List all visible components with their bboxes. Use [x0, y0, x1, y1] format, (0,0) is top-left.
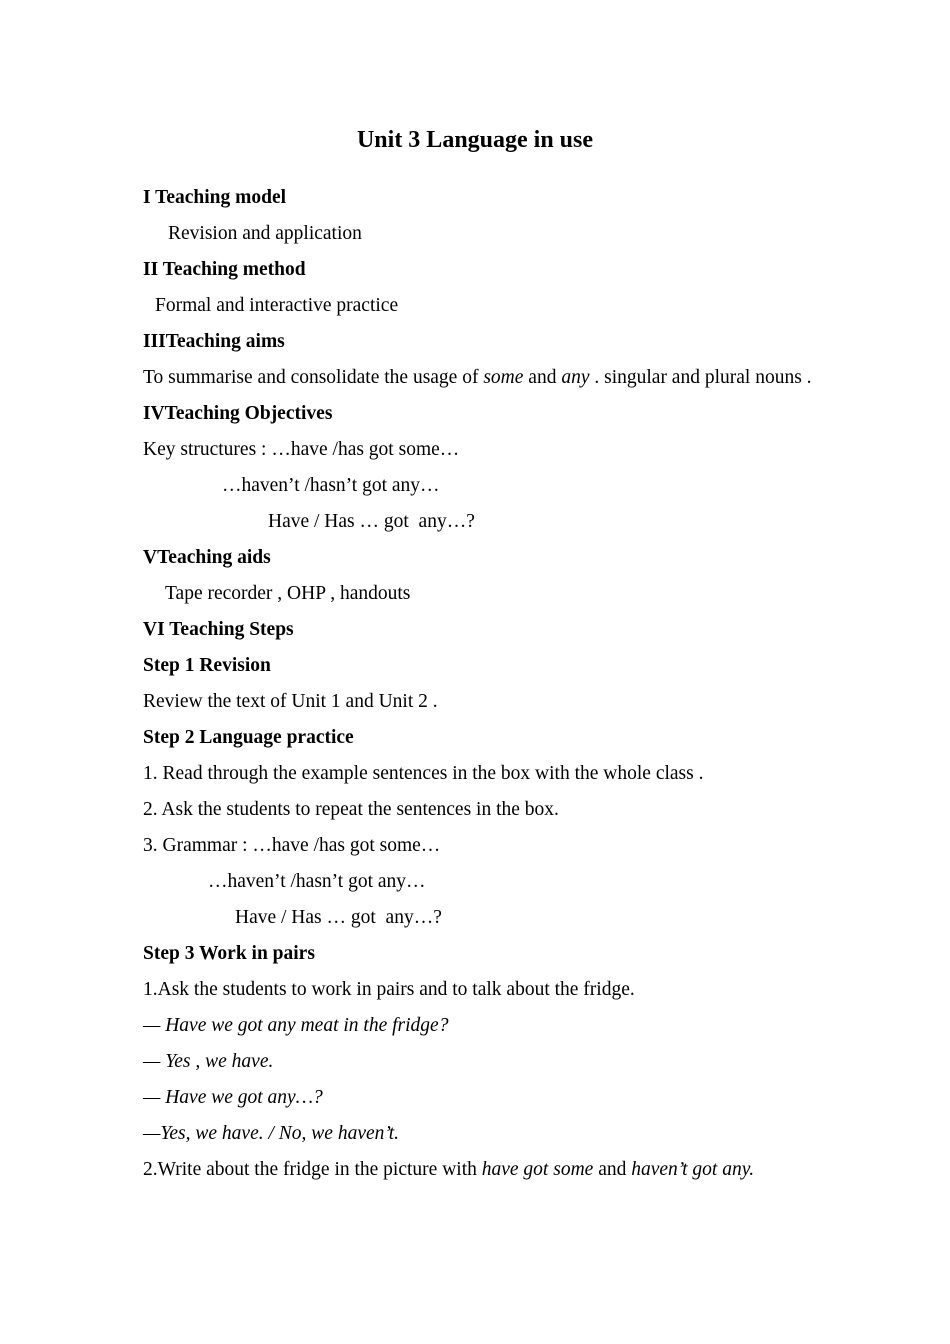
text-step-2-grammar-line2: …haven’t /hasn’t got any…	[208, 871, 426, 892]
text-teaching-aims-body	[143, 360, 840, 396]
text-step-2-item-3: 3. Grammar : …have /has got some…	[143, 835, 441, 856]
text-step-1-body: Review the text of Unit 1 and Unit 2 .	[143, 691, 438, 712]
heading-teaching-method: II Teaching method	[143, 259, 306, 280]
text-step-3-item-1: 1.Ask the students to work in pairs and to talk about the fridge.	[143, 979, 635, 1000]
text-step-2-item-2: 2. Ask the students to repeat the sentences in the box.	[143, 799, 559, 820]
text-teaching-model-body: Revision and application	[168, 223, 362, 244]
text-step-2-item-1: 1. Read through the example sentences in the box with the whole class .	[143, 763, 704, 784]
step-3-item-2-prefix: 2.Write about the fridge in the picture with	[143, 1159, 482, 1180]
text-dialogue-line-4: —Yes, we have. / No, we haven’t.	[143, 1123, 400, 1144]
text-dialogue-line-3: — Have we got any…?	[143, 1087, 323, 1108]
heading-teaching-model: I Teaching model	[143, 187, 287, 208]
heading-step-1: Step 1 Revision	[143, 655, 271, 676]
heading-teaching-aims: IIITeaching aims	[143, 331, 285, 352]
text-dialogue-line-2: — Yes , we have.	[143, 1051, 274, 1072]
heading-step-2: Step 2 Language practice	[143, 727, 354, 748]
teaching-aims-suffix: . singular and plural nouns .	[589, 367, 812, 388]
text-step-2-grammar-line3: Have / Has … got any…?	[235, 907, 442, 928]
heading-teaching-steps: VI Teaching Steps	[143, 619, 294, 640]
text-teaching-method-body: Formal and interactive practice	[155, 295, 399, 316]
heading-teaching-aids: VTeaching aids	[143, 547, 271, 568]
page-title: Unit 3 Language in use	[356, 127, 594, 153]
text-teaching-aids-body: Tape recorder , OHP , handouts	[165, 583, 411, 604]
text-dialogue-line-1: — Have we got any meat in the fridge?	[143, 1015, 449, 1036]
teaching-aims-prefix: To summarise and consolidate the usage of	[143, 367, 484, 388]
text-key-structures-line1: Key structures : …have /has got some…	[143, 439, 460, 460]
teaching-aims-middle: and	[523, 367, 562, 388]
step-3-item-2-italic-have-got-some: have got some	[481, 1159, 594, 1180]
step-3-item-2-middle: and	[593, 1159, 632, 1180]
step-3-item-2-italic-havent-got-any: haven’t got any.	[631, 1159, 755, 1180]
text-step-3-item-2	[143, 1152, 840, 1188]
heading-teaching-objectives: IVTeaching Objectives	[143, 403, 333, 424]
text-key-structures-line3: Have / Has … got any…?	[268, 511, 475, 532]
teaching-aims-italic-any: any	[561, 367, 590, 388]
text-key-structures-line2: …haven’t /hasn’t got any…	[222, 475, 440, 496]
heading-step-3: Step 3 Work in pairs	[143, 943, 315, 964]
teaching-aims-italic-some: some	[483, 367, 524, 388]
document-body	[143, 180, 840, 1188]
